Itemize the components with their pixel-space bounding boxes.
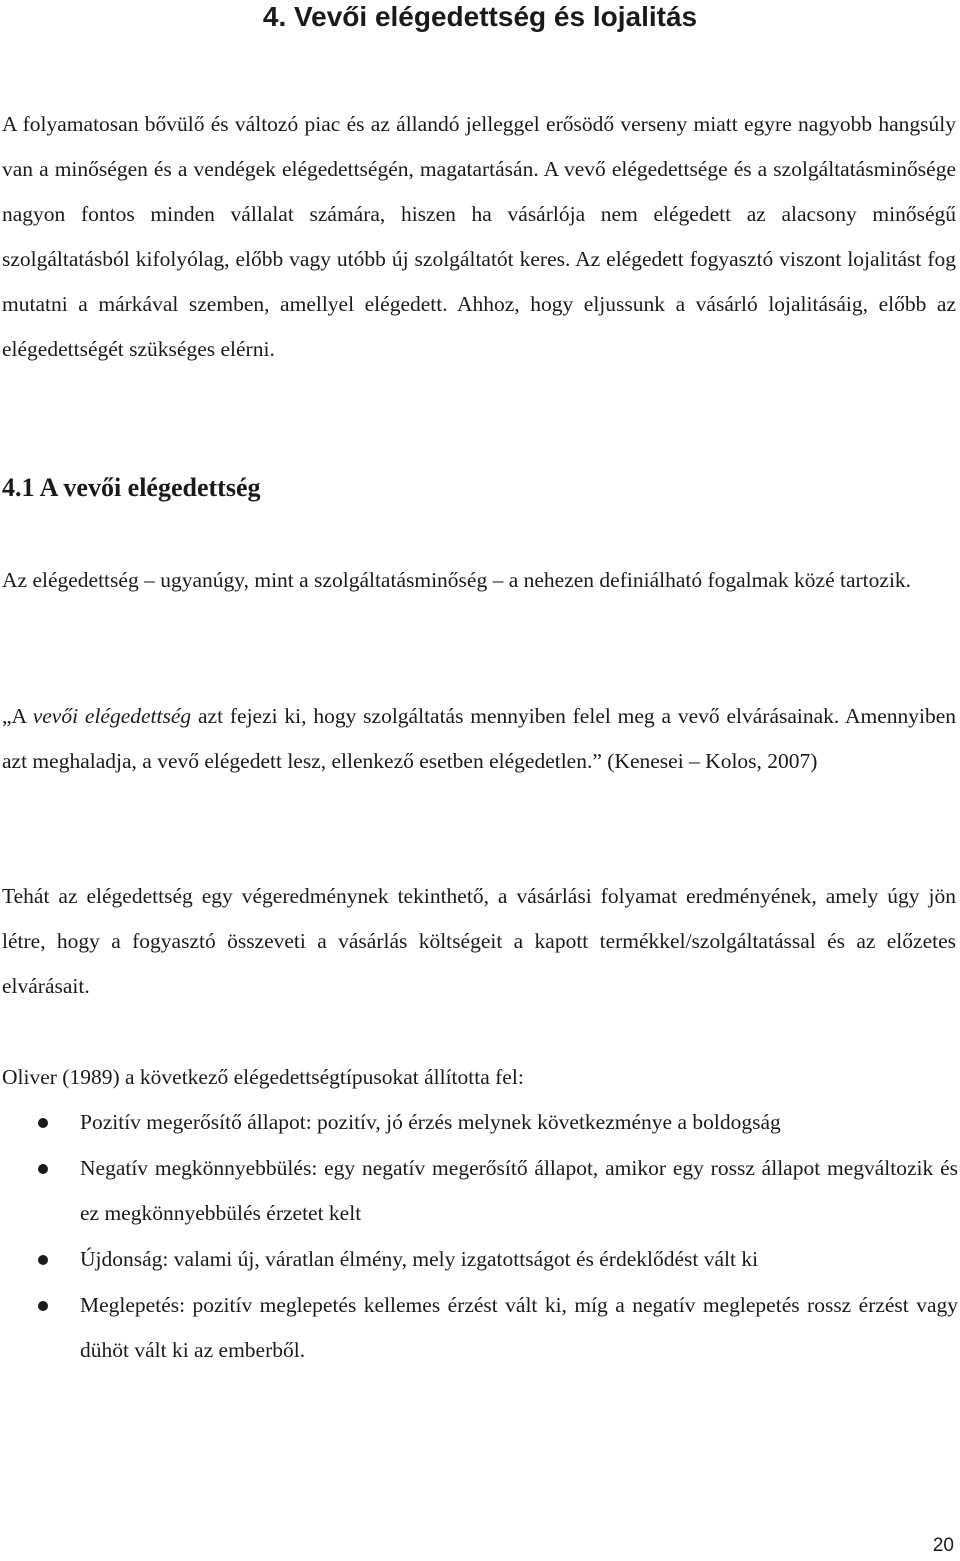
bullet-icon	[38, 1164, 48, 1174]
list-item-text: Újdonság: valami új, váratlan élmény, mely izgatottságot és érdeklődést vált ki	[80, 1247, 759, 1271]
quote-rest: azt fejezi ki, hogy szolgáltatás mennyiben felel meg a vevő elvárásainak. Amennyiben azt meghaladja, a vevő elégedett lesz, ellenkező esetben elégedetlen.” (Kenesei – Kolos, 2007)	[2, 704, 957, 773]
quote-paragraph	[2, 694, 956, 784]
list-item-text: Pozitív megerősítő állapot: pozitív, jó érzés melynek következménye a boldogság	[80, 1110, 781, 1134]
section-heading: 4.1 A vevői elégedettség	[2, 473, 261, 502]
quote-term: vevői elégedettség	[32, 704, 192, 728]
chapter-title: 4. Vevői elégedettség és lojalitás	[262, 1, 698, 32]
list-item	[0, 1283, 958, 1373]
list-item	[0, 1100, 958, 1145]
bullet-icon	[38, 1118, 48, 1128]
list-item-text: Negatív megkönnyebbülés: egy negatív megerősítő állapot, amikor egy rossz állapot megváltozik és ez megkönnyebbülés érzetet kelt	[80, 1156, 958, 1225]
page-number: 20	[932, 1535, 954, 1556]
bullet-icon	[38, 1255, 48, 1265]
definition-paragraph: Az elégedettség – ugyanúgy, mint a szolgáltatásminőség – a nehezen definiálható fogalmak közé tartozik.	[2, 568, 912, 592]
types-intro: Oliver (1989) a következő elégedettségtípusokat állította fel:	[2, 1065, 524, 1089]
summary-paragraph: Tehát az elégedettség egy végeredménynek tekinthető, a vásárlási folyamat eredményének, amely úgy jön létre, hogy a fogyasztó összeveti a vásárlás költségeit a kapott termékkel/szolgáltatással és az előzetes elvárásait.	[2, 884, 956, 998]
intro-paragraph: A folyamatosan bővülő és változó piac és az állandó jelleggel erősödő verseny miatt egyre nagyobb hangsúly van a minőségen és a vendégek elégedettségén, magatartásán. A vevő elégedettsége és a szolgáltatásminősége nagyon fontos minden vállalat számára, hiszen ha vásárlója nem elégedett az alacsony minőségű szolgáltatásból kifolyólag, előbb vagy utóbb új szolgáltatót keres. Az elégedett fogyasztó viszont lojalitást fog mutatni a márkával szemben, amellyel elégedett. Ahhoz, hogy eljussunk a vásárló lojalitásáig, előbb az elégedettségét szükséges elérni.	[2, 112, 956, 361]
bullet-icon	[38, 1301, 48, 1311]
satisfaction-types-list	[0, 1100, 958, 1374]
list-item	[0, 1146, 958, 1236]
quote-open: „A	[2, 704, 33, 728]
list-item-text: Meglepetés: pozitív meglepetés kellemes érzést vált ki, míg a negatív meglepetés rossz érzést vagy dühöt vált ki az emberből.	[80, 1293, 958, 1362]
list-item	[0, 1237, 958, 1282]
